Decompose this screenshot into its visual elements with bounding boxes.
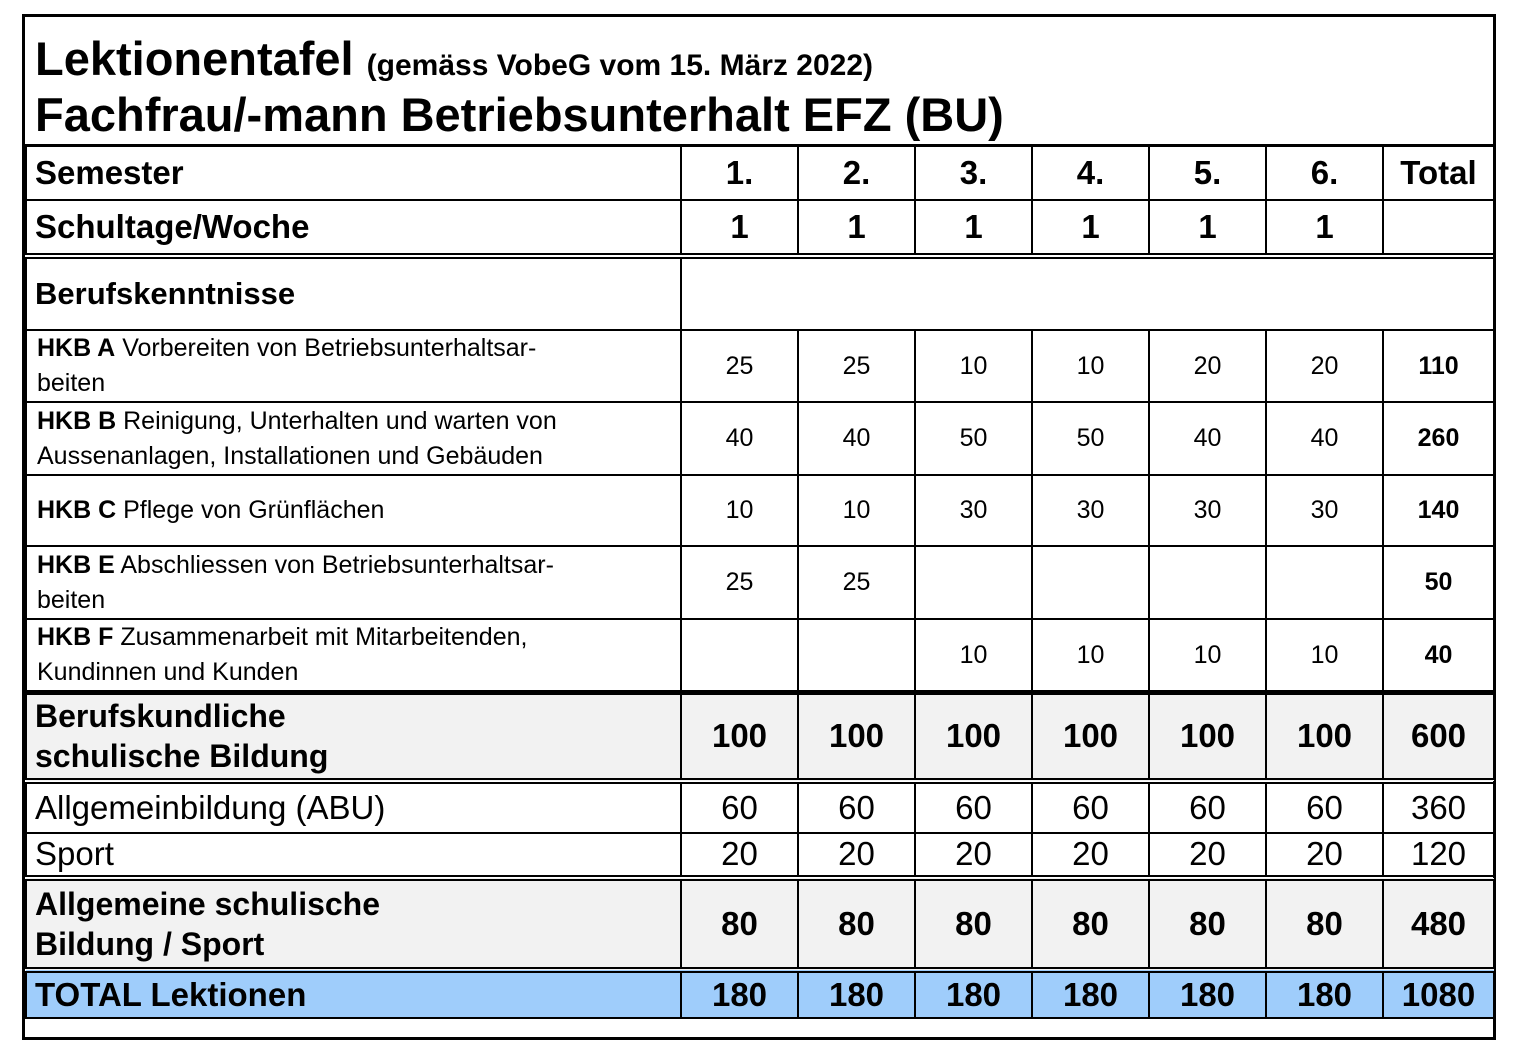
- hkb-value-sem-3: [915, 546, 1032, 619]
- abu-4: 60: [1032, 781, 1149, 833]
- berufskundlich-2: 100: [798, 693, 915, 781]
- sport-5: 20: [1149, 833, 1266, 878]
- hkb-value-sem-5: [1149, 546, 1266, 619]
- hkb-code: HKB C: [37, 496, 117, 524]
- hkb-value-sem-3: 10: [915, 619, 1032, 693]
- schultage-5: 1: [1149, 200, 1266, 256]
- allgemein-sum-total: 480: [1383, 878, 1494, 970]
- total-2: 180: [798, 970, 915, 1018]
- hkb-value-sem-5: 10: [1149, 619, 1266, 693]
- allgemein-sum-row: [26, 878, 1494, 970]
- abu-3: 60: [915, 781, 1032, 833]
- berufskenntnisse-empty: [681, 256, 1494, 330]
- hkb-value-sem-6: 20: [1266, 330, 1383, 402]
- hkb-value-sem-2: 25: [798, 546, 915, 619]
- total-1: 180: [681, 970, 798, 1018]
- semester-2: 2.: [798, 146, 915, 200]
- total-6: 180: [1266, 970, 1383, 1018]
- hkb-value-sem-1: 10: [681, 475, 798, 546]
- hkb-text: Reinigung, Unterhalten und warten von: [123, 406, 557, 435]
- semester-1: 1.: [681, 146, 798, 200]
- allgemein-sum-label-2: Bildung / Sport: [35, 925, 265, 962]
- semester-row: [26, 146, 1494, 200]
- hkb-label: [26, 402, 681, 475]
- berufskundlich-3: 100: [915, 693, 1032, 781]
- abu-row: [26, 781, 1494, 833]
- hkb-text-line2: beiten: [37, 585, 106, 614]
- total-header: Total: [1383, 146, 1494, 200]
- hkb-value-sem-6: 30: [1266, 475, 1383, 546]
- title-line2: Fachfrau/-mann Betriebsunterhalt EFZ (BU): [35, 88, 1004, 141]
- abu-1: 60: [681, 781, 798, 833]
- sport-row: [26, 833, 1494, 878]
- schultage-1: 1: [681, 200, 798, 256]
- hkb-label: [26, 619, 681, 693]
- berufskenntnisse-label: Berufskenntnisse: [26, 256, 681, 330]
- page-title: [35, 31, 873, 86]
- hkb-value-sem-2: 40: [798, 402, 915, 475]
- hkb-code: HKB E: [37, 550, 115, 579]
- berufskundlich-label-2: schulische Bildung: [35, 738, 329, 775]
- hkb-value-sem-4: 30: [1032, 475, 1149, 546]
- hkb-value-sem-4: [1032, 546, 1149, 619]
- hkb-text: Abschliessen von Betriebsunterhaltsar-: [120, 550, 554, 579]
- abu-2: 60: [798, 781, 915, 833]
- hkb-total: 260: [1383, 402, 1494, 475]
- hkb-row: [26, 475, 1494, 546]
- title-block: [25, 17, 1493, 147]
- hkb-code: HKB A: [37, 334, 116, 362]
- hkb-total: 140: [1383, 475, 1494, 546]
- hkb-value-sem-4: 10: [1032, 619, 1149, 693]
- allgemein-sum-5: 80: [1149, 878, 1266, 970]
- total-label: TOTAL Lektionen: [26, 970, 681, 1018]
- allgemein-sum-label-1: Allgemeine schulische: [35, 885, 381, 922]
- hkb-text-line2: beiten: [37, 369, 106, 397]
- total-5: 180: [1149, 970, 1266, 1018]
- schultage-2: 1: [798, 200, 915, 256]
- hkb-value-sem-5: 30: [1149, 475, 1266, 546]
- berufskundlich-4: 100: [1032, 693, 1149, 781]
- hkb-value-sem-2: [798, 619, 915, 693]
- schultage-total: [1383, 200, 1494, 256]
- berufskundlich-label: [26, 693, 681, 781]
- berufskenntnisse-row: [26, 256, 1494, 330]
- title-sub: (gemäss VobeG vom 15. März 2022): [366, 49, 873, 82]
- hkb-value-sem-1: 40: [681, 402, 798, 475]
- total-row: [26, 970, 1494, 1018]
- hkb-total: 40: [1383, 619, 1494, 693]
- allgemein-sum-1: 80: [681, 878, 798, 970]
- berufskundlich-total: 600: [1383, 693, 1494, 781]
- semester-5: 5.: [1149, 146, 1266, 200]
- hkb-text-line2: Aussenanlagen, Installationen und Gebäuden: [37, 441, 543, 470]
- hkb-text-line2: Kundinnen und Kunden: [37, 658, 299, 686]
- schultage-4: 1: [1032, 200, 1149, 256]
- sport-3: 20: [915, 833, 1032, 878]
- hkb-value-sem-1: 25: [681, 546, 798, 619]
- berufskundlich-6: 100: [1266, 693, 1383, 781]
- hkb-value-sem-2: 25: [798, 330, 915, 402]
- berufskundlich-1: 100: [681, 693, 798, 781]
- semester-3: 3.: [915, 146, 1032, 200]
- schultage-label: Schultage/Woche: [26, 200, 681, 256]
- hkb-value-sem-4: 10: [1032, 330, 1149, 402]
- lesson-table: [25, 145, 1495, 1019]
- berufskundlich-label-1: Berufskundliche: [35, 698, 286, 735]
- allgemein-sum-label: [26, 878, 681, 970]
- hkb-text: Pflege von Grünflächen: [123, 496, 385, 524]
- berufskundlich-row: [26, 693, 1494, 781]
- hkb-value-sem-2: 10: [798, 475, 915, 546]
- semester-label: Semester: [26, 146, 681, 200]
- hkb-row: [26, 330, 1494, 402]
- hkb-label: [26, 546, 681, 619]
- hkb-value-sem-4: 50: [1032, 402, 1149, 475]
- sport-1: 20: [681, 833, 798, 878]
- abu-label: Allgemeinbildung (ABU): [26, 781, 681, 833]
- hkb-value-sem-6: 10: [1266, 619, 1383, 693]
- hkb-value-sem-5: 20: [1149, 330, 1266, 402]
- total-4: 180: [1032, 970, 1149, 1018]
- hkb-value-sem-1: [681, 619, 798, 693]
- sport-label: Sport: [26, 833, 681, 878]
- hkb-code: HKB B: [37, 406, 117, 435]
- hkb-code: HKB F: [37, 623, 114, 651]
- hkb-label: [26, 330, 681, 402]
- schultage-row: [26, 200, 1494, 256]
- allgemein-sum-4: 80: [1032, 878, 1149, 970]
- hkb-label: [26, 475, 681, 546]
- abu-6: 60: [1266, 781, 1383, 833]
- hkb-total: 110: [1383, 330, 1494, 402]
- schultage-6: 1: [1266, 200, 1383, 256]
- hkb-value-sem-3: 10: [915, 330, 1032, 402]
- hkb-text: Zusammenarbeit mit Mitarbeitenden,: [120, 623, 528, 651]
- allgemein-sum-6: 80: [1266, 878, 1383, 970]
- sport-2: 20: [798, 833, 915, 878]
- schultage-3: 1: [915, 200, 1032, 256]
- hkb-value-sem-6: 40: [1266, 402, 1383, 475]
- title-main: Lektionentafel: [35, 32, 354, 85]
- hkb-text: Vorbereiten von Betriebsunterhaltsar-: [122, 334, 537, 362]
- hkb-row: [26, 546, 1494, 619]
- hkb-value-sem-5: 40: [1149, 402, 1266, 475]
- sport-6: 20: [1266, 833, 1383, 878]
- semester-6: 6.: [1266, 146, 1383, 200]
- hkb-value-sem-1: 25: [681, 330, 798, 402]
- hkb-value-sem-3: 30: [915, 475, 1032, 546]
- sport-4: 20: [1032, 833, 1149, 878]
- total-grand: 1080: [1383, 970, 1494, 1018]
- hkb-row: [26, 619, 1494, 693]
- semester-4: 4.: [1032, 146, 1149, 200]
- abu-5: 60: [1149, 781, 1266, 833]
- abu-total: 360: [1383, 781, 1494, 833]
- allgemein-sum-3: 80: [915, 878, 1032, 970]
- hkb-row: [26, 402, 1494, 475]
- lektionentafel-frame: [22, 14, 1496, 1040]
- allgemein-sum-2: 80: [798, 878, 915, 970]
- total-3: 180: [915, 970, 1032, 1018]
- sport-total: 120: [1383, 833, 1494, 878]
- hkb-value-sem-6: [1266, 546, 1383, 619]
- berufskundlich-5: 100: [1149, 693, 1266, 781]
- hkb-value-sem-3: 50: [915, 402, 1032, 475]
- hkb-total: 50: [1383, 546, 1494, 619]
